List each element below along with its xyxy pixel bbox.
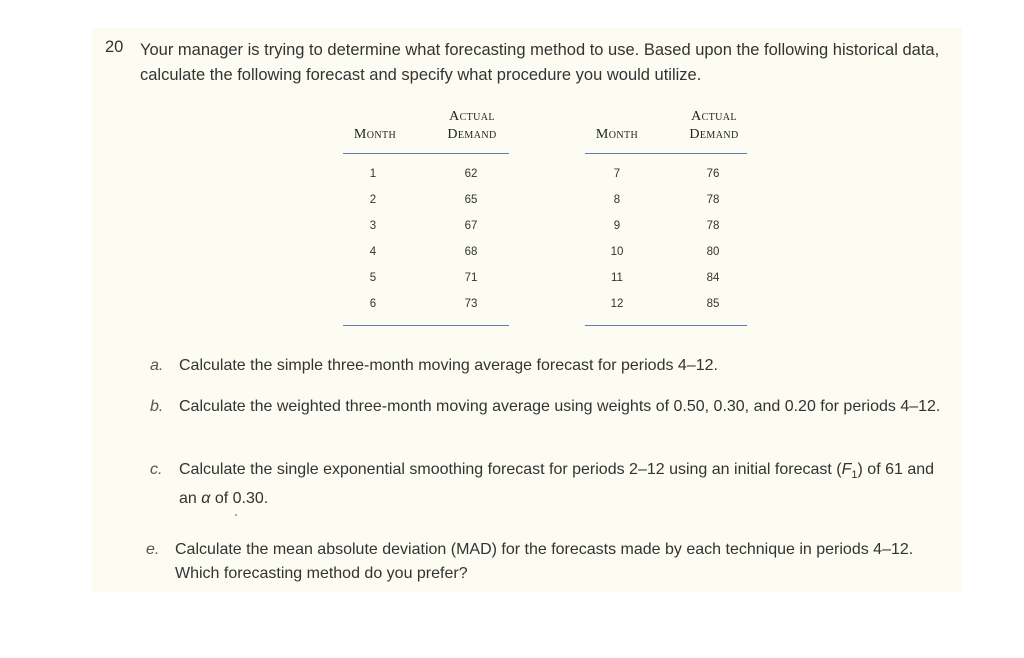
cell-demand: 62 [464, 168, 478, 180]
cell-month: 1 [369, 168, 377, 180]
table-right-top-rule [585, 153, 747, 154]
part-label: e. [146, 541, 160, 558]
header-demand-left: Demand [447, 127, 497, 142]
header-month-right: Month [595, 127, 639, 142]
part-label: a. [150, 357, 164, 374]
cell-month: 6 [369, 298, 377, 310]
forecast-subscript: 1 [851, 469, 858, 482]
cell-month: 2 [369, 194, 377, 206]
header-actual-left: Actual [449, 109, 495, 124]
cell-month: 12 [610, 298, 624, 310]
cell-demand: 85 [706, 298, 720, 310]
part-text: Calculate the mean absolute deviation (MAD) for the forecasts made by each technique in periods 4–12. Which forecasting method do you prefer? [175, 541, 914, 582]
part-label: c. [150, 461, 163, 478]
cell-demand: 80 [706, 246, 720, 258]
cell-demand: 65 [464, 194, 478, 206]
cell-month: 7 [613, 168, 621, 180]
cell-month: 8 [613, 194, 621, 206]
cell-demand: 67 [464, 220, 478, 232]
part-c-text-start: Calculate the single exponential smoothing forecast for periods 2–12 using an initial forecast ( [179, 461, 842, 478]
cell-month: 5 [369, 272, 377, 284]
cell-demand: 78 [706, 194, 720, 206]
part-c-text-end: of 0.30. [210, 490, 269, 508]
cell-demand: 73 [464, 298, 478, 310]
cell-demand: 71 [464, 272, 478, 284]
header-demand-right: Demand [689, 127, 739, 142]
cell-month: 4 [369, 246, 377, 258]
question-number: 20 [105, 38, 124, 56]
header-month-left: Month [353, 127, 397, 142]
part-c-text-mid: ) of 61 and an [179, 461, 935, 508]
cell-month: 11 [611, 272, 623, 284]
cell-month: 9 [613, 220, 621, 232]
alpha-symbol: α [201, 490, 211, 508]
cell-demand: 68 [464, 246, 478, 258]
part-text: Calculate the simple three-month moving average forecast for periods 4–12. [179, 357, 718, 374]
question-prompt: Your manager is trying to determine what forecasting method to use. Based upon the following historical data, calculate the following forecast and specify what procedure you would utilize. [140, 41, 940, 84]
cell-month: 10 [610, 246, 624, 258]
table-left-bottom-rule [343, 325, 509, 326]
cell-demand: 76 [706, 168, 720, 180]
part-label: b. [150, 398, 164, 415]
forecast-symbol: F [841, 461, 852, 478]
cell-demand: 78 [706, 220, 720, 232]
part-text: Calculate the weighted three-month moving average using weights of 0.50, 0.30, and 0.20 for periods 4–12. [179, 398, 941, 415]
stray-mark [235, 514, 237, 516]
header-actual-right: Actual [691, 109, 737, 124]
cell-month: 3 [369, 220, 377, 232]
table-left-top-rule [343, 153, 509, 154]
table-right-bottom-rule [585, 325, 747, 326]
cell-demand: 84 [706, 272, 720, 284]
part-text [179, 458, 949, 511]
